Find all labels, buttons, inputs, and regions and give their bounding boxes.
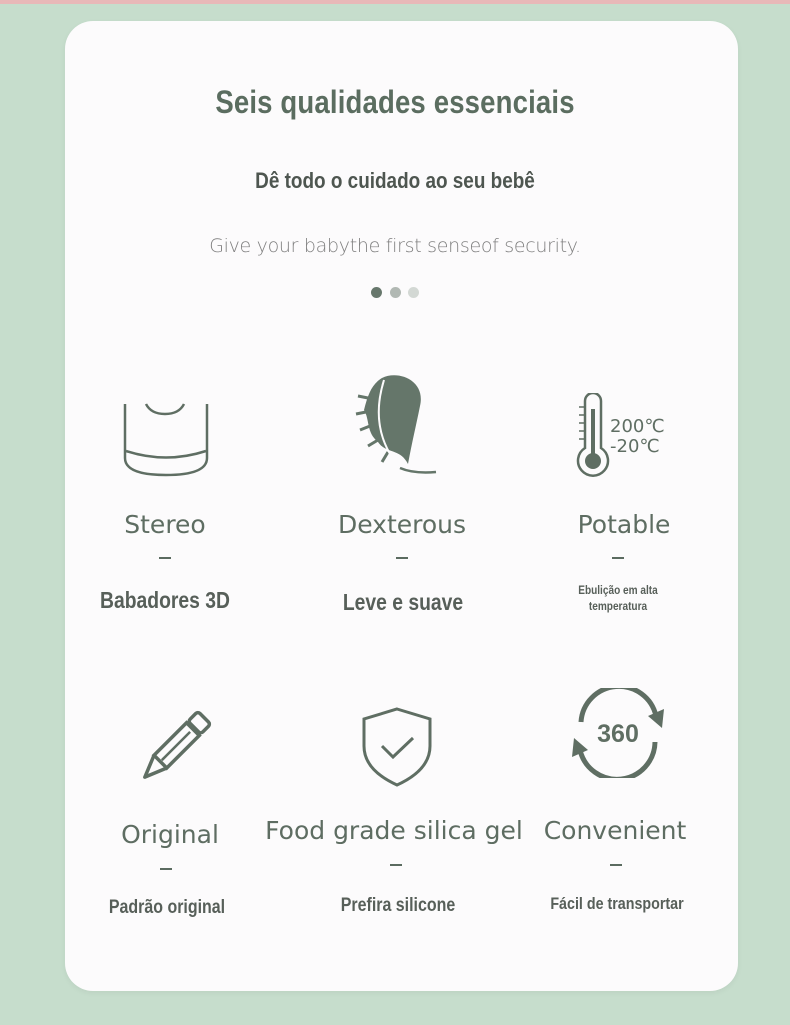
feature-title: Dexterous xyxy=(337,510,467,539)
feature-description: Prefira silicone xyxy=(340,895,456,916)
feature-description: Ebulição em alta temperatura xyxy=(578,583,658,613)
bib-icon xyxy=(118,398,214,480)
temp-low-label: -20℃ xyxy=(610,436,660,457)
feature-dash xyxy=(610,864,622,866)
tagline: Give your babythe first senseof security. xyxy=(209,235,581,257)
page-subtitle: Dê todo o cuidado ao seu bebê xyxy=(255,168,535,193)
feature-description: Padrão original xyxy=(108,897,226,918)
feature-description: Babadores 3D xyxy=(100,587,230,613)
feature-description: Fácil de transportar xyxy=(550,894,684,913)
feather-icon xyxy=(354,372,440,478)
feature-title: Food grade silica gel xyxy=(265,816,523,845)
temperature-range-label xyxy=(610,417,665,457)
feature-dash xyxy=(390,864,402,866)
feature-title: Convenient xyxy=(543,816,687,845)
shield-check-icon xyxy=(360,706,434,788)
feature-title: Stereo xyxy=(124,510,206,539)
feature-title: Original xyxy=(121,820,219,849)
carousel-dot[interactable] xyxy=(390,287,401,298)
top-border-strip xyxy=(0,0,790,4)
page-title: Seis qualidades essenciais xyxy=(215,84,575,120)
thermometer-icon xyxy=(575,393,611,479)
feature-dash xyxy=(396,557,408,559)
temp-high-label: 200℃ xyxy=(610,416,665,437)
feature-dash xyxy=(159,557,171,559)
rotate-360-icon xyxy=(570,688,666,778)
carousel-dot-active[interactable] xyxy=(371,287,382,298)
rotate-360-badge: 360 xyxy=(597,720,639,748)
pencil-icon xyxy=(128,708,214,794)
carousel-dot[interactable] xyxy=(408,287,419,298)
feature-dash xyxy=(160,868,172,870)
feature-title: Potable xyxy=(577,510,671,539)
feature-description: Leve e suave xyxy=(342,589,464,615)
feature-dash xyxy=(612,557,624,559)
